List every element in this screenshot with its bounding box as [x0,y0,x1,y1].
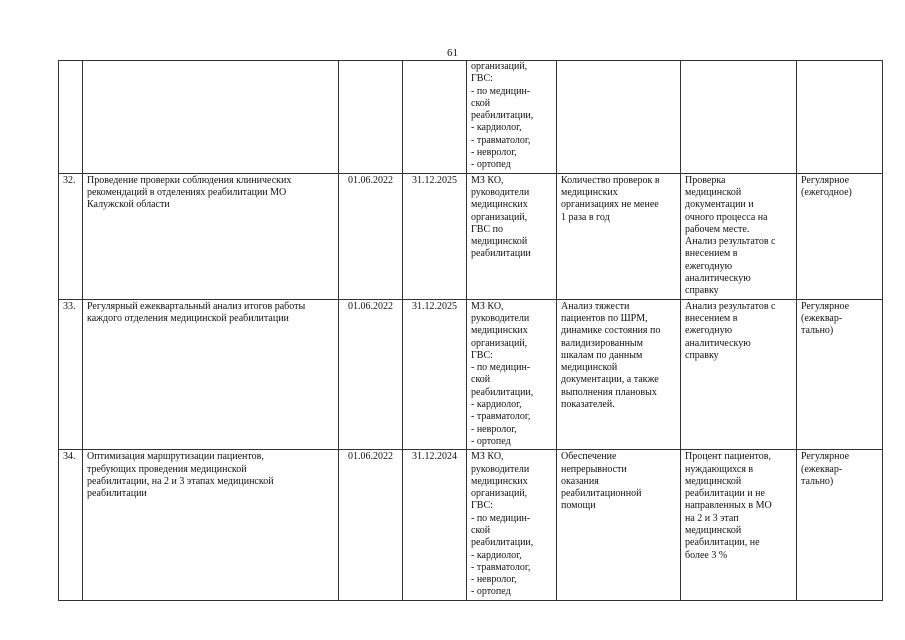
cell-line: реабилитации, [471,537,534,549]
executors-cell [467,61,557,174]
cell-line: МЗ КО, [471,174,504,186]
cell-line: организаций, [471,337,528,349]
cell-line: Проверка [685,174,726,186]
cell-line: реабилитационной [561,488,642,500]
cell-line: оказания [561,475,599,487]
cell-line: валидизированным [561,337,643,349]
cell-line: - кардиолог, [471,399,522,411]
frequency-text [797,299,883,450]
cell-line: Регулярное [801,174,850,186]
cell-line: Анализ результатов с [685,300,776,312]
cell-line: непрерывности [561,463,627,475]
cell-line: рекомендаций в отделениях реабилитации МО [87,186,287,198]
action-plan-table [58,60,883,601]
executors-text [467,299,557,450]
cell-line: медицинских [471,325,528,337]
cell-line: организациях не менее [561,199,659,211]
cell-line: внесением в [685,248,738,260]
cell-line: - ортопед [471,435,511,447]
cell-line: шкалам по данным [561,349,643,361]
result-cell [681,61,797,174]
cell-line: Проведение проверки соблюдения клинических [87,174,292,186]
cell-line: Оптимизация маршрутизации пациентов, [87,451,264,463]
end-date: 31.12.2025 [403,173,467,299]
cell-line: руководители [471,463,530,475]
cell-line: Регулярный ежеквартальный анализ итогов работы [87,300,306,312]
frequency-text [797,173,883,299]
cell-line: - невролог, [471,147,517,159]
cell-line: рабочем месте. [685,223,750,235]
event-cell [83,61,339,174]
cell-line: - ортопед [471,586,511,598]
cell-line: (ежегодное) [801,186,852,198]
cell-line: Регулярное [801,300,850,312]
cell-line: показателей. [561,399,615,411]
cell-line: медицинских [561,186,618,198]
cell-line: медицинской [685,524,742,536]
cell-line: - невролог, [471,574,517,586]
cell-line: пациентов по ШРМ, [561,312,648,324]
cell-line: Регулярное [801,451,850,463]
start-date: 01.06.2022 [339,299,403,450]
cell-line: тально) [801,325,834,337]
cell-line: справку [685,349,719,361]
cell-line: медицинской [561,362,618,374]
executors-text [467,173,557,299]
cell-line: более 3 % [685,549,728,561]
cell-line: - кардиолог, [471,549,522,561]
cell-line: направленных в МО [685,500,772,512]
cell-line: аналитическую [685,273,751,285]
cell-line: ежегодную [685,260,733,272]
continuation-row [59,61,883,174]
indicator-text [557,299,681,450]
result-text [681,173,797,299]
cell-line: реабилитации, не [685,537,760,549]
cell-line: каждого отделения медицинской реабилитации [87,312,289,324]
cell-line: помощи [561,500,596,512]
cell-line: ской [471,524,491,536]
cell-line: - по медицин- [471,512,531,524]
executors-text [467,450,557,601]
cell-line: внесением в [685,312,738,324]
cell-line: (ежеквар- [801,312,843,324]
cell-line: Количество проверок в [561,174,660,186]
indicator-cell [557,61,681,174]
start-date: 01.06.2022 [339,173,403,299]
cell-line: тально) [801,475,834,487]
cell-line: реабилитации [471,248,531,260]
cell-line: (ежеквар- [801,463,843,475]
end-date: 31.12.2025 [403,299,467,450]
cell-line: ской [471,374,491,386]
start-date: 01.06.2022 [339,450,403,601]
cell-line: справку [685,285,719,297]
cell-line: очного процесса на [685,211,768,223]
cell-line: аналитическую [685,337,751,349]
cell-line: ГВС: [471,349,493,361]
cell-line: динамике состояния по [561,325,661,337]
cell-line: руководители [471,312,530,324]
cell-line: - травматолог, [471,411,531,423]
page-number: 61 [447,47,458,59]
row-number: 34. [59,450,83,601]
cell-line: медицинской [471,236,528,248]
frequency-text [797,450,883,601]
cell-line: Процент пациентов, [685,451,771,463]
cell-line: организаций, [471,488,528,500]
end-date: 31.12.2024 [403,450,467,601]
number-cell [59,61,83,174]
cell-line: - кардиолог, [471,122,522,134]
cell-line: - невролог, [471,423,517,435]
cell-line: Обеспечение [561,451,617,463]
cell-line: Анализ результатов с [685,236,776,248]
result-text [681,299,797,450]
event-text [83,299,339,450]
cell-line: реабилитации, [471,386,534,398]
cell-line: Калужской области [87,199,170,211]
end-date-cell [403,61,467,174]
cell-line: реабилитации, на 2 и 3 этапах медицинской [87,475,274,487]
cell-line: МЗ КО, [471,451,504,463]
table-row [59,173,883,299]
table-row [59,450,883,601]
cell-line: руководители [471,186,530,198]
cell-line: МЗ КО, [471,300,504,312]
cell-line: медицинских [471,199,528,211]
event-text [83,450,339,601]
cell-line: ГВС по [471,223,503,235]
cell-line: реабилитации, [471,110,534,122]
cell-line: ежегодную [685,325,733,337]
cell-line: нуждающихся в [685,463,754,475]
cell-line: реабилитации [87,488,147,500]
indicator-text [557,173,681,299]
event-text [83,173,339,299]
cell-line: медицинской [685,186,742,198]
cell-line: медицинских [471,475,528,487]
cell-line: - по медицин- [471,85,531,97]
row-number: 33. [59,299,83,450]
cell-line: - травматолог, [471,561,531,573]
frequency-cell [797,61,883,174]
cell-line: медицинской [685,475,742,487]
cell-line: - по медицин- [471,362,531,374]
cell-line: 1 раза в год [561,211,610,223]
cell-line: - ортопед [471,159,511,171]
start-date-cell [339,61,403,174]
cell-line: ГВС: [471,73,493,85]
indicator-text [557,450,681,601]
cell-line: документации и [685,199,754,211]
cell-line: организаций, [471,211,528,223]
result-text [681,450,797,601]
cell-line: выполнения плановых [561,386,657,398]
cell-line: - травматолог, [471,134,531,146]
cell-line: документации, а также [561,374,659,386]
row-number: 32. [59,173,83,299]
cell-line: реабилитации и не [685,488,765,500]
cell-line: Анализ тяжести [561,300,630,312]
cell-line: организаций, [471,61,528,72]
cell-line: ГВС: [471,500,493,512]
cell-line: требующих проведения медицинской [87,463,247,475]
table-row [59,299,883,450]
cell-line: на 2 и 3 этап [685,512,739,524]
cell-line: ской [471,97,491,109]
